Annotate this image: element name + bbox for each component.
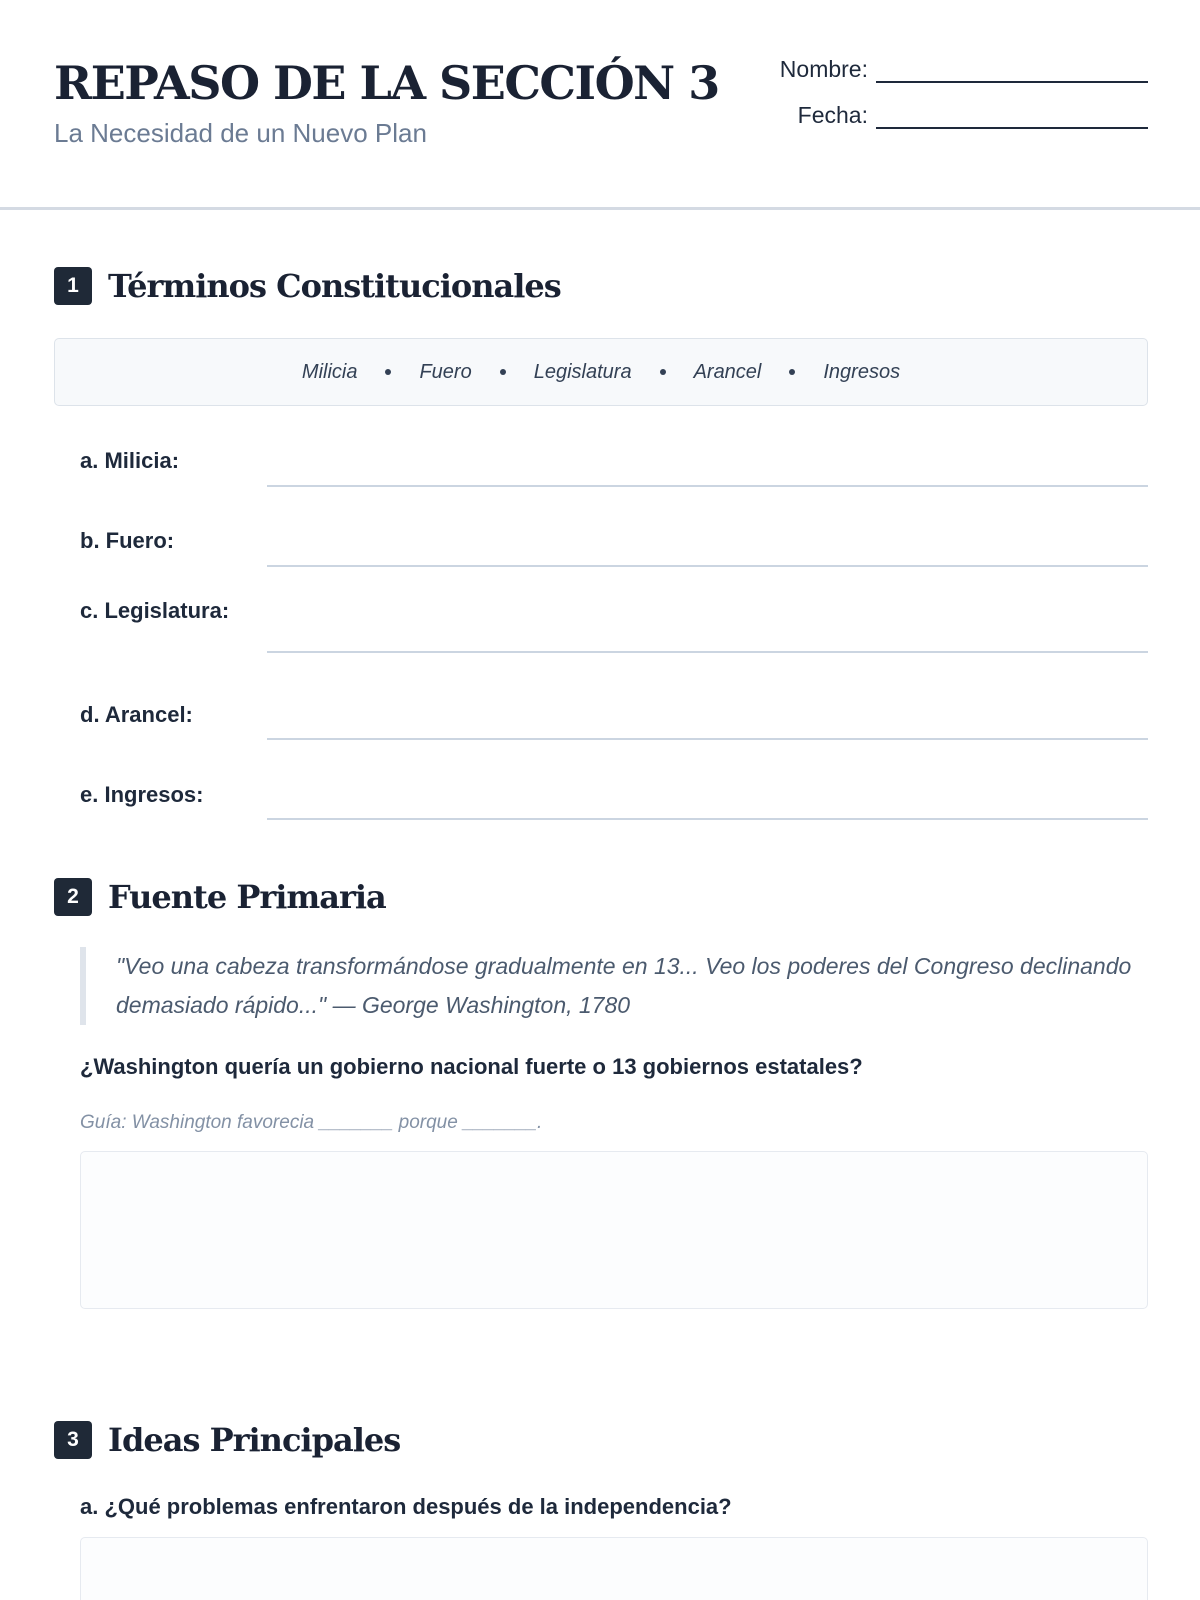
worksheet-subtitle: La Necesidad de un Nuevo Plan (54, 118, 427, 148)
main-ideas-question-a: a. ¿Qué problemas enfrentaron después de la independencia? (80, 1494, 732, 1519)
date-blank-line[interactable] (876, 107, 1148, 129)
term-answer-line-milicia[interactable] (267, 485, 1148, 487)
answer-guide: Guía: Washington favorecia _______ porque _______. (80, 1112, 543, 1133)
word-bank-item: Fuero (419, 360, 472, 383)
name-blank-line[interactable] (876, 61, 1148, 83)
word-bank-item: Legislatura (533, 360, 632, 383)
bullet-dot-icon (789, 369, 795, 375)
term-label-arancel: d. Arancel: (80, 702, 193, 727)
name-field[interactable] (780, 56, 1148, 83)
word-bank-item: Milicia (301, 360, 358, 383)
section-1-heading (54, 267, 561, 305)
primary-source-answer-box[interactable] (80, 1151, 1148, 1309)
section-3-title: Ideas Principales (108, 1421, 401, 1459)
section-1-number-badge: 1 (54, 267, 92, 305)
term-answer-line-fuero[interactable] (267, 565, 1148, 567)
primary-source-question: ¿Washington quería un gobierno nacional fuerte o 13 gobiernos estatales? (80, 1054, 863, 1079)
section-1-title: Términos Constitucionales (108, 267, 561, 305)
main-ideas-answer-box-a[interactable] (80, 1537, 1148, 1600)
bullet-dot-icon (500, 369, 506, 375)
primary-source-quote: "Veo una cabeza transformándose gradualmente en 13... Veo los poderes del Congreso declinando demasiado rápido..." — George Washington, 1780 (80, 947, 1148, 1025)
section-3-heading (54, 1421, 400, 1459)
section-2-number-badge: 2 (54, 878, 92, 916)
section-2-title: Fuente Primaria (108, 878, 386, 916)
word-bank (54, 338, 1148, 406)
bullet-dot-icon (385, 369, 391, 375)
name-label: Nombre: (779, 56, 868, 82)
bullet-dot-icon (660, 369, 666, 375)
date-label: Fecha: (797, 102, 868, 128)
term-label-milicia: a. Milicia: (80, 448, 180, 473)
term-label-fuero: b. Fuero: (80, 528, 175, 553)
section-2-heading (54, 878, 386, 916)
term-answer-line-legislatura[interactable] (267, 651, 1148, 653)
section-3-number-badge: 3 (54, 1421, 92, 1459)
term-label-legislatura: c. Legislatura: (80, 598, 230, 623)
term-answer-line-ingresos[interactable] (267, 818, 1148, 820)
word-bank-item: Ingresos (823, 360, 901, 383)
worksheet-header (0, 0, 1200, 210)
word-bank-item: Arancel (693, 360, 762, 383)
worksheet-title: REPASO DE LA SECCIÓN 3 (54, 56, 719, 110)
term-label-ingresos: e. Ingresos: (80, 782, 204, 807)
date-field[interactable] (798, 102, 1148, 129)
term-answer-line-arancel[interactable] (267, 738, 1148, 740)
